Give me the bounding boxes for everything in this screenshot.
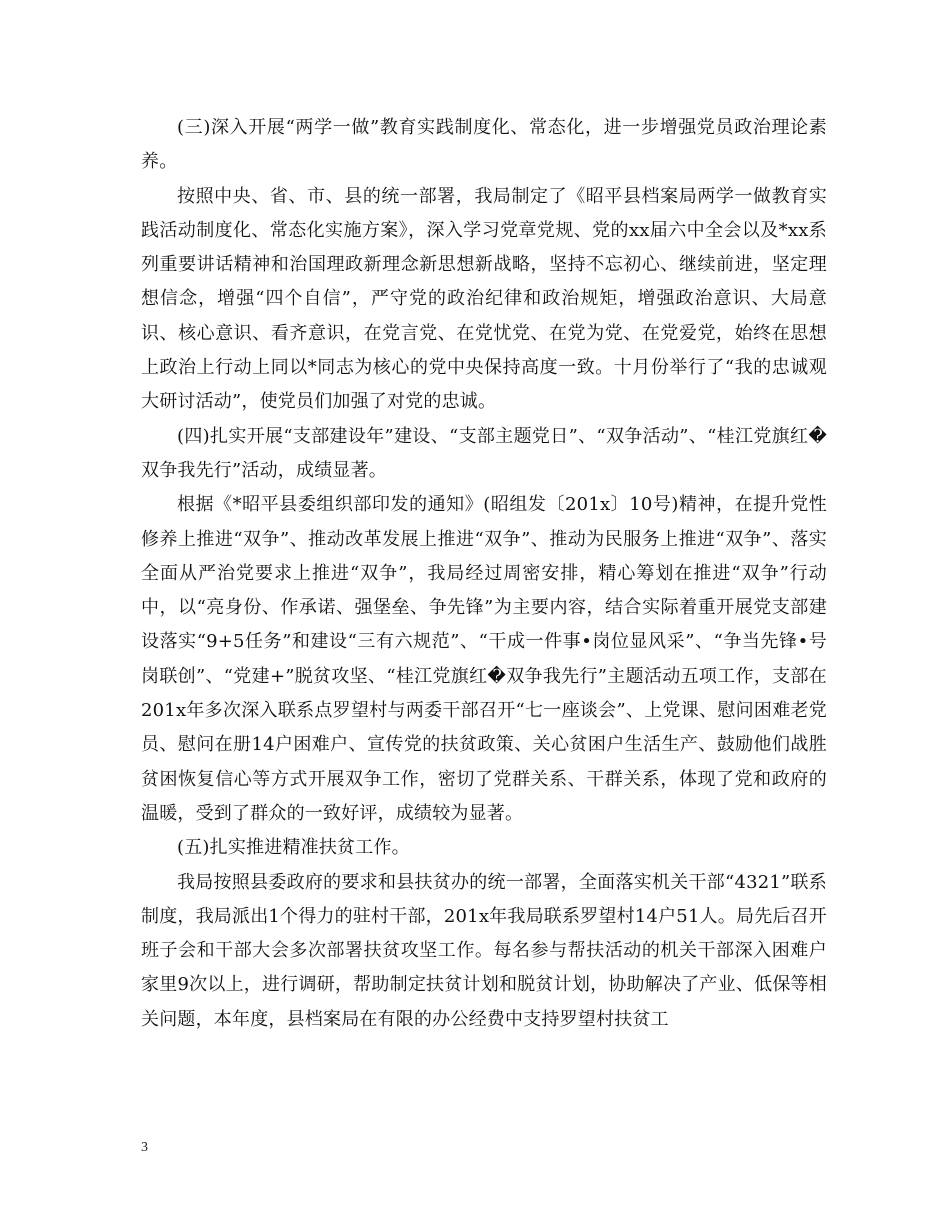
- document-body: [141, 111, 827, 1037]
- paragraph: 根据《*昭平县委组织部印发的通知》(昭组发〔201x〕10号)精神，在提升党性修养上推进“双争”、推动改革发展上推进“双争”、推动为民服务上推进“双争”、落实全面从严治党要求上推进“双争”，我局经过周密安排，精心筹划在推进“双争”行动中，以“亮身份、作承诺、强堡垒、争先锋”为主要内容，结合实际着重开展党支部建设落实“9+5任务”和建设“三有六规范”、“干成一件事•岗位显风采”、“争当先锋•号岗联创”、“党建+”脱贫攻坚、“桂江党旗红�双争我先行”主题活动五项工作，支部在201x年多次深入联系点罗望村与两委干部召开“七一座谈会”、上党课、慰问困难老党员、慰问在册14户困难户、宣传党的扶贫政策、关心贫困户生活生产、鼓励他们战胜贫困恢复信心等方式开展双争工作，密切了党群关系、干群关系，体现了党和政府的温暖，受到了群众的一致好评，成绩较为显著。: [141, 494, 827, 824]
- page-number: 3: [141, 1140, 148, 1155]
- paragraph: 按照中央、省、市、县的统一部署，我局制定了《昭平县档案局两学一做教育实践活动制度化、常态化实施方案》，深入学习党章党规、党的xx届六中全会以及*xx系列重要讲话精神和治国理政新理念新思想新战略，坚持不忘初心、继续前进，坚定理想信念，增强“四个自信”，严守党的政治纪律和政治规矩，增强政治意识、大局意识、核心意识、看齐意识，在党言党、在党忧党、在党为党、在党爱党，始终在思想上政治上行动上同以*同志为核心的党中央保持高度一致。十月份举行了“我的忠诚观大研讨活动”，使党员们加强了对党的忠诚。: [141, 185, 827, 413]
- section-heading-3: (三)深入开展“两学一做”教育实践制度化、常态化，进一步增强党员政治理论素养。: [141, 117, 827, 173]
- section-heading-5: (五)扎实推进精准扶贫工作。: [177, 837, 410, 859]
- section-heading-4: (四)扎实开展“支部建设年”建设、“支部主题党日”、“双争活动”、“桂江党旗红�双争我先行”活动，成绩显著。: [141, 425, 827, 481]
- paragraph: 我局按照县委政府的要求和县扶贫办的统一部署，全面落实机关干部“4321”联系制度，我局派出1个得力的驻村干部，201x年我局联系罗望村14户51人。局先后召开班子会和干部大会多次部署扶贫攻坚工作。每名参与帮扶活动的机关干部深入困难户家里9次以上，进行调研，帮助制定扶贫计划和脱贫计划，协助解决了产业、低保等相关问题，本年度，县档案局在有限的办公经费中支持罗望村扶贫工: [141, 871, 827, 1030]
